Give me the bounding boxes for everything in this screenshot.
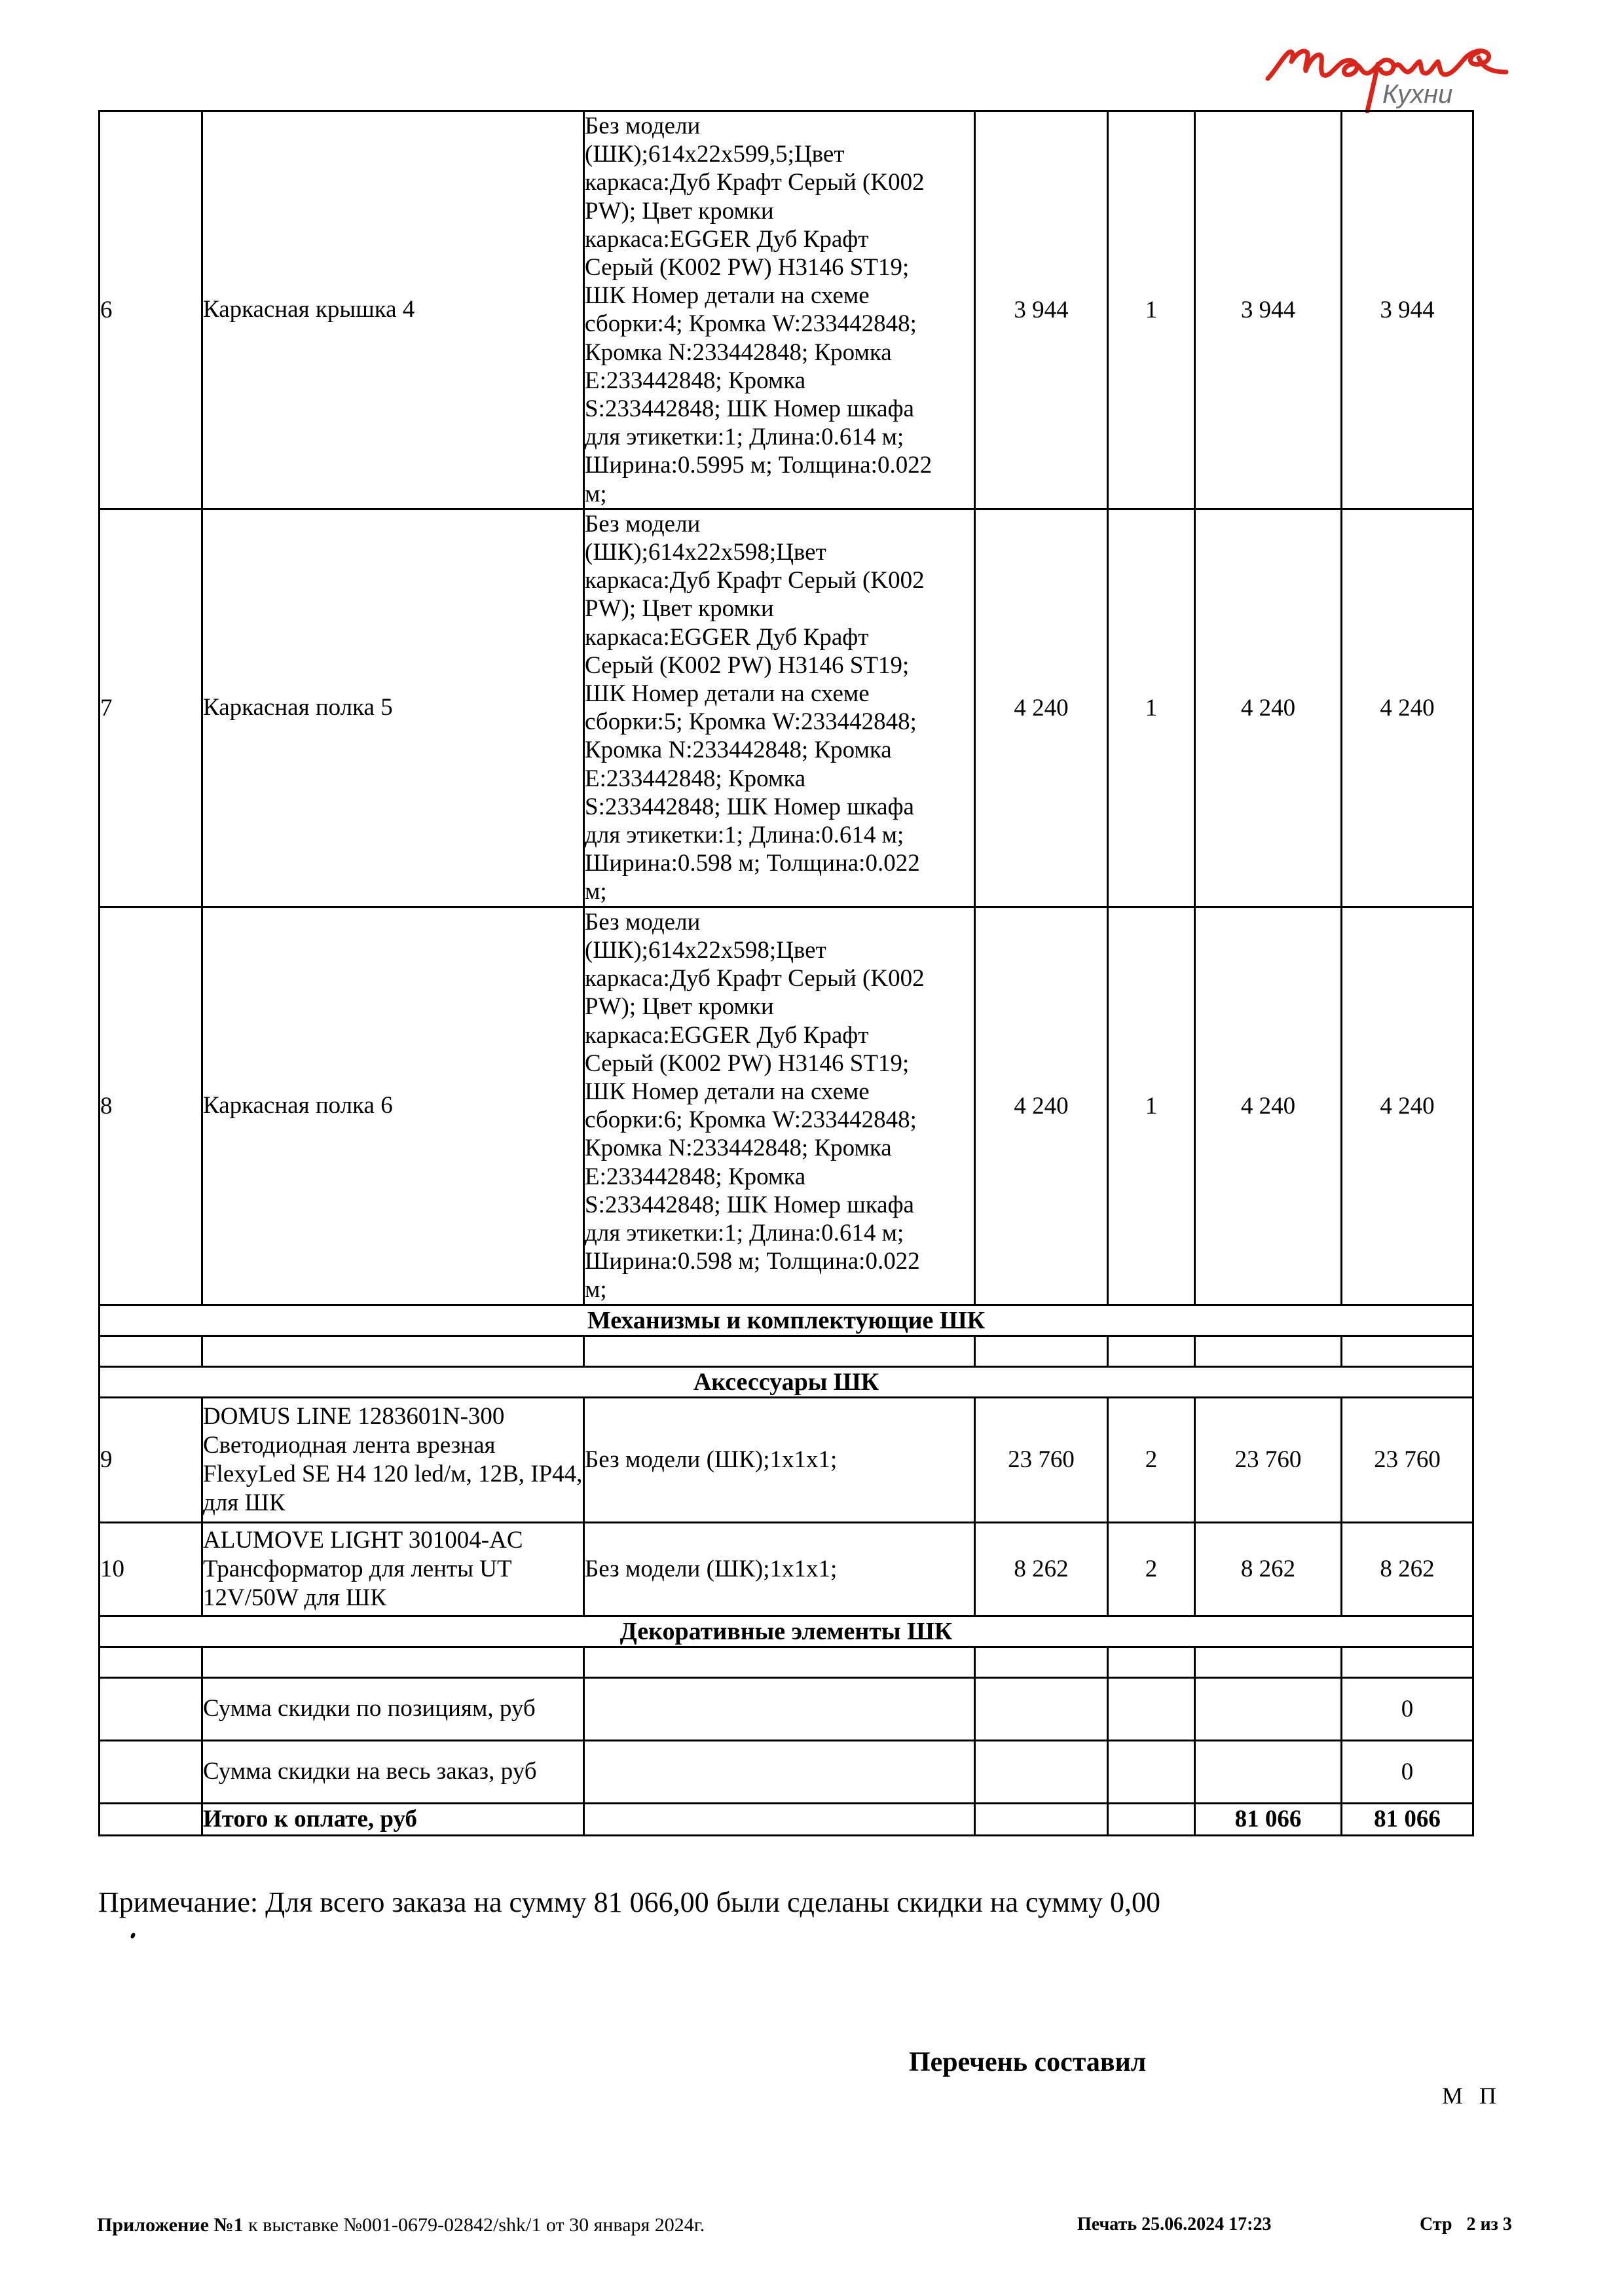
description-line: Ширина:0.5995 м; Толщина:0.022 — [585, 452, 932, 479]
section-title-decorative: Декоративные элементы ШК — [100, 1616, 1473, 1647]
discount-order-label: Сумма скидки на весь заказ, руб — [202, 1740, 584, 1803]
description-line: каркаса:EGGER Дуб Крафт — [585, 1021, 869, 1049]
footer-page-number — [1420, 2214, 1512, 2235]
empty-cell — [584, 1740, 975, 1803]
footer-appendix — [97, 2214, 705, 2236]
empty-cell — [100, 1336, 202, 1366]
empty-cell — [1342, 1336, 1473, 1366]
empty-row — [100, 1336, 1473, 1366]
empty-cell — [1108, 1647, 1195, 1677]
item-total: 3 944 — [1342, 111, 1473, 509]
compiled-by-label: Перечень составил — [909, 2047, 1147, 2077]
item-total: 8 262 — [1342, 1522, 1473, 1616]
specification-table — [98, 110, 1474, 1836]
description-line: каркаса:EGGER Дуб Крафт — [585, 225, 869, 253]
description-line: м; — [585, 878, 607, 905]
item-sum: 23 760 — [1195, 1397, 1342, 1522]
item-description: Без модели (ШК);1x1x1; — [584, 1522, 975, 1616]
item-total: 4 240 — [1342, 509, 1473, 907]
empty-cell — [584, 1336, 975, 1366]
empty-cell — [975, 1647, 1108, 1677]
description-line: м; — [585, 1276, 607, 1303]
item-price: 4 240 — [975, 907, 1108, 1305]
item-qty: 2 — [1108, 1522, 1195, 1616]
description-line: для этикетки:1; Длина:0.614 м; — [585, 424, 904, 451]
empty-cell — [975, 1336, 1108, 1366]
description-line: Ширина:0.598 м; Толщина:0.022 — [585, 850, 920, 877]
stamp-place-label: М П — [1442, 2083, 1502, 2109]
total-label: Итого к оплате, руб — [202, 1803, 584, 1835]
item-name: ALUMOVE LIGHT 301004-AC Трансформатор для ленты UT 12V/50W для ШК — [202, 1522, 584, 1616]
row-number: 7 — [100, 509, 202, 907]
empty-cell — [1195, 1647, 1342, 1677]
description-line: (ШК);614x22x598;Цвет — [585, 936, 826, 964]
row-number: 6 — [100, 111, 202, 509]
empty-cell — [584, 1677, 975, 1740]
table-row — [100, 1522, 1473, 1616]
description-line: Без модели — [585, 510, 701, 538]
footer-appendix-details: к выставке №001-0679-02842/shk/1 от 30 января 2024г. — [243, 2214, 705, 2236]
item-description: Без модели (ШК);1x1x1; — [584, 1397, 975, 1522]
discount-items-row — [100, 1677, 1473, 1740]
empty-cell — [1195, 1740, 1342, 1803]
footer-print-date: Печать 25.06.2024 17:23 — [1077, 2214, 1272, 2234]
section-title-accessories: Аксессуары ШК — [100, 1366, 1473, 1397]
item-name: Каркасная крышка 4 — [202, 111, 584, 509]
empty-cell — [1108, 1740, 1195, 1803]
item-price: 23 760 — [975, 1397, 1108, 1522]
description-line: сборки:4; Кромка W:233442848; — [585, 310, 917, 338]
empty-cell — [1195, 1336, 1342, 1366]
description-line: E:233442848; Кромка — [585, 765, 806, 792]
footer-appendix-number: Приложение №1 — [97, 2214, 244, 2236]
description-line: ШК Номер детали на схеме — [585, 282, 870, 310]
description-line: каркаса:Дуб Крафт Серый (K002 — [585, 169, 925, 196]
description-line: (ШК);614x22x598;Цвет — [585, 539, 826, 566]
section-header-row — [100, 1305, 1473, 1336]
footer-page-value: 2 из 3 — [1466, 2214, 1512, 2234]
table-row — [100, 509, 1473, 907]
footer-page-label: Стр — [1420, 2214, 1452, 2234]
item-description — [584, 111, 975, 509]
item-total: 23 760 — [1342, 1397, 1473, 1522]
item-sum: 4 240 — [1195, 907, 1342, 1305]
item-name: Каркасная полка 6 — [202, 907, 584, 1305]
description-line: Серый (K002 PW) H3146 ST19; — [585, 651, 910, 679]
description-line: для этикетки:1; Длина:0.614 м; — [585, 1219, 904, 1247]
description-line: S:233442848; ШК Номер шкафа — [585, 793, 914, 820]
table-row — [100, 907, 1473, 1305]
table-row — [100, 111, 1473, 509]
description-line: E:233442848; Кромка — [585, 367, 806, 394]
discount-order-value: 0 — [1342, 1740, 1473, 1803]
total-row — [100, 1803, 1473, 1835]
description-line: Без модели — [585, 113, 701, 139]
description-line: Кромка N:233442848; Кромка — [585, 338, 892, 366]
description-line: каркаса:EGGER Дуб Крафт — [585, 623, 869, 651]
empty-cell — [100, 1677, 202, 1740]
empty-row — [100, 1647, 1473, 1677]
empty-cell — [1108, 1803, 1195, 1835]
description-line: сборки:6; Кромка W:233442848; — [585, 1106, 917, 1134]
item-sum: 8 262 — [1195, 1522, 1342, 1616]
item-qty: 1 — [1108, 111, 1195, 509]
order-note: Примечание: Для всего заказа на сумму 81 066,00 были сделаны скидки на сумму 0,00 — [98, 1886, 1160, 1918]
description-line: PW); Цвет кромки — [585, 197, 774, 225]
row-number: 9 — [100, 1397, 202, 1522]
empty-cell — [584, 1803, 975, 1835]
row-number: 8 — [100, 907, 202, 1305]
empty-cell — [1108, 1677, 1195, 1740]
empty-cell — [975, 1803, 1108, 1835]
company-logo — [1263, 38, 1511, 113]
description-line: ШК Номер детали на схеме — [585, 680, 870, 708]
empty-cell — [202, 1647, 584, 1677]
item-name: Каркасная полка 5 — [202, 509, 584, 907]
empty-cell — [100, 1647, 202, 1677]
discount-items-label: Сумма скидки по позициям, руб — [202, 1677, 584, 1740]
row-number: 10 — [100, 1522, 202, 1616]
empty-cell — [584, 1647, 975, 1677]
description-line: м; — [585, 480, 607, 507]
item-price: 3 944 — [975, 111, 1108, 509]
empty-cell — [1342, 1647, 1473, 1677]
ink-speck — [130, 1932, 136, 1939]
description-line: каркаса:Дуб Крафт Серый (K002 — [585, 567, 925, 594]
empty-cell — [1108, 1336, 1195, 1366]
description-line: Серый (K002 PW) H3146 ST19; — [585, 1049, 910, 1077]
empty-cell — [202, 1336, 584, 1366]
description-line: ШК Номер детали на схеме — [585, 1078, 870, 1105]
table-row — [100, 1397, 1473, 1522]
description-line: для этикетки:1; Длина:0.614 м; — [585, 822, 904, 849]
item-qty: 1 — [1108, 509, 1195, 907]
item-qty: 1 — [1108, 907, 1195, 1305]
item-price: 8 262 — [975, 1522, 1108, 1616]
section-title-mechanisms: Механизмы и комплектующие ШК — [100, 1305, 1473, 1336]
description-line: PW); Цвет кромки — [585, 595, 774, 623]
description-line: Серый (K002 PW) H3146 ST19; — [585, 254, 910, 282]
section-header-row — [100, 1616, 1473, 1647]
item-sum: 4 240 — [1195, 509, 1342, 907]
description-line: Ширина:0.598 м; Толщина:0.022 — [585, 1248, 920, 1275]
discount-items-value: 0 — [1342, 1677, 1473, 1740]
description-line: каркаса:Дуб Крафт Серый (K002 — [585, 965, 925, 993]
total-value: 81 066 — [1342, 1803, 1473, 1835]
item-total: 4 240 — [1342, 907, 1473, 1305]
empty-cell — [100, 1740, 202, 1803]
total-sum: 81 066 — [1195, 1803, 1342, 1835]
description-line: E:233442848; Кромка — [585, 1163, 806, 1190]
empty-cell — [1195, 1677, 1342, 1740]
empty-cell — [975, 1677, 1108, 1740]
item-description — [584, 509, 975, 907]
item-qty: 2 — [1108, 1397, 1195, 1522]
section-header-row — [100, 1366, 1473, 1397]
description-line: Без модели — [585, 908, 701, 936]
empty-cell — [975, 1740, 1108, 1803]
description-line: Кромка N:233442848; Кромка — [585, 737, 892, 764]
item-name: DOMUS LINE 1283601N-300 Светодиодная лента врезная FlexyLed SE H4 120 led/м, 12В, IP44, для ШК — [202, 1397, 584, 1522]
description-line: Кромка N:233442848; Кромка — [585, 1135, 892, 1162]
item-description — [584, 907, 975, 1305]
logo-subtitle: Кухни — [1382, 80, 1453, 109]
description-line: сборки:5; Кромка W:233442848; — [585, 708, 917, 736]
description-line: (ШК);614x22x599,5;Цвет — [585, 141, 845, 168]
item-price: 4 240 — [975, 509, 1108, 907]
discount-order-row — [100, 1740, 1473, 1803]
description-line: S:233442848; ШК Номер шкафа — [585, 1191, 914, 1218]
description-line: S:233442848; ШК Номер шкафа — [585, 395, 914, 423]
description-line: PW); Цвет кромки — [585, 993, 774, 1021]
empty-cell — [100, 1803, 202, 1835]
item-sum: 3 944 — [1195, 111, 1342, 509]
